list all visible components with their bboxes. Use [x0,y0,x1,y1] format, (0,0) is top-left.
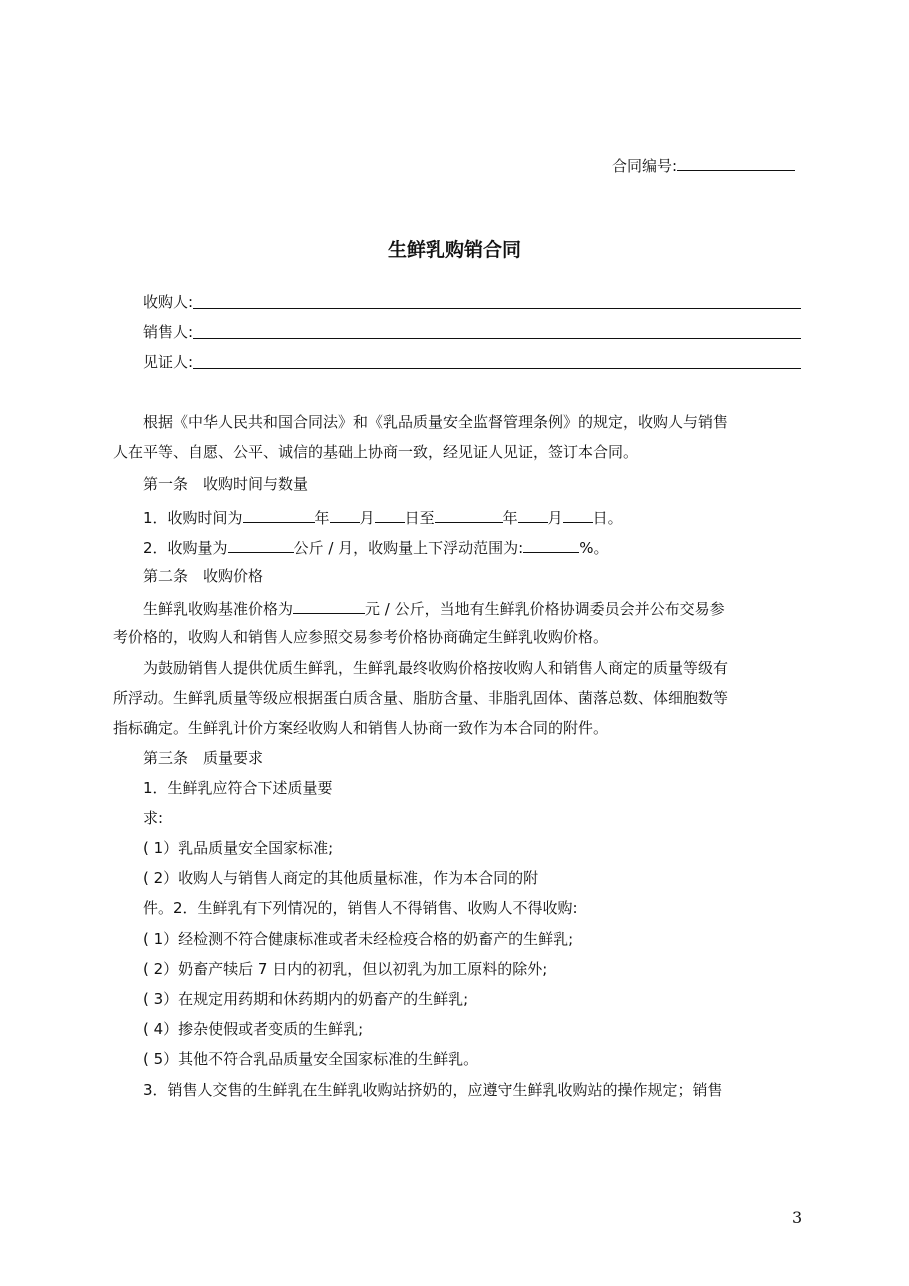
quality-sub-2-cont: 件。2．生鲜乳有下列情况的，销售人不得销售、收购人不得收购: [143,899,578,917]
base-price-line [143,597,725,619]
quality-sub-1: ( 1）乳品质量安全国家标准; [143,839,334,857]
buyer-field [143,292,801,312]
page-number: 3 [792,1208,803,1227]
prohibited-case-5: ( 5）其他不符合乳品质量安全国家标准的生鲜乳。 [143,1050,479,1068]
contract-number-label: 合同编号: [612,157,678,175]
percent-label: %。 [579,539,609,557]
base-price-prefix: 生鲜乳收购基准价格为 [143,600,294,618]
quality-sub-2: ( 2）收购人与销售人商定的其他质量标准，作为本合同的附 [143,869,539,887]
month-label-2: 月 [547,509,563,527]
quantity-prefix: 2．收购量为 [143,539,228,557]
year-label-2: 年 [502,509,518,527]
fluctuation-blank[interactable] [523,536,579,553]
prohibited-case-3: ( 3）在规定用药期和休药期内的奶畜产的生鲜乳; [143,990,469,1008]
purchase-quantity-line [143,536,608,558]
day-label-2: 日。 [592,509,623,527]
intro-line-1: 根据《中华人民共和国合同法》和《乳品质量安全监督管理条例》的规定，收购人与销售 [143,413,729,431]
price-para-2-line-1: 为鼓励销售人提供优质生鲜乳，生鲜乳最终收购价格按收购人和销售人商定的质量等级有 [143,659,729,677]
seller-blank[interactable] [193,322,801,339]
seller-label: 销售人: [143,323,194,341]
witness-label: 见证人: [143,353,194,371]
start-month-blank[interactable] [330,506,360,523]
year-label: 年 [314,509,330,527]
month-label: 月 [359,509,375,527]
witness-blank[interactable] [193,352,801,369]
base-price-blank[interactable] [293,597,365,614]
prohibited-case-1: ( 1）经检测不符合健康标准或者未经检疫合格的奶畜产的生鲜乳; [143,930,574,948]
document-title: 生鲜乳购销合同 [387,239,521,261]
start-day-blank[interactable] [375,506,405,523]
end-day-blank[interactable] [563,506,593,523]
intro-line-2: 人在平等、自愿、公平、诚信的基础上协商一致，经见证人见证，签订本合同。 [113,443,639,461]
contract-number-blank[interactable] [677,154,795,171]
article-3-heading: 第三条 质量要求 [143,749,264,767]
article-1-heading: 第一条 收购时间与数量 [143,475,309,493]
purchase-period-line [143,506,623,528]
quality-item-1-line-1: 1．生鲜乳应符合下述质量要 [143,779,333,797]
quantity-unit: 公斤 / 月，收购量上下浮动范围为: [293,539,524,557]
end-month-blank[interactable] [518,506,548,523]
purchase-period-prefix: 1．收购时间为 [143,509,243,527]
contract-number-field [612,154,795,176]
end-year-blank[interactable] [435,506,503,523]
base-price-suffix: 元 / 公斤，当地有生鲜乳价格协调委员会并公布交易参 [365,600,725,618]
prohibited-case-4: ( 4）掺杂使假或者变质的生鲜乳; [143,1020,364,1038]
buyer-blank[interactable] [193,292,801,309]
start-year-blank[interactable] [243,506,315,523]
price-para-2-line-3: 指标确定。生鲜乳计价方案经收购人和销售人协商一致作为本合同的附件。 [113,719,609,737]
prohibited-case-2: ( 2）奶畜产犊后 7 日内的初乳，但以初乳为加工原料的除外; [143,960,548,978]
buyer-label: 收购人: [143,293,194,311]
day-to-label: 日至 [404,509,435,527]
price-para-1-line-2: 考价格的，收购人和销售人应参照交易参考价格协商确定生鲜乳收购价格。 [113,628,609,646]
witness-field [143,352,801,372]
quantity-blank[interactable] [228,536,294,553]
quality-item-1-line-2: 求: [143,809,164,827]
price-para-2-line-2: 所浮动。生鲜乳质量等级应根据蛋白质含量、脂肪含量、非脂乳固体、菌落总数、体细胞数等 [113,689,729,707]
article-2-heading: 第二条 收购价格 [143,567,264,585]
quality-item-3: 3．销售人交售的生鲜乳在生鲜乳收购站挤奶的，应遵守生鲜乳收购站的操作规定；销售 [143,1081,723,1099]
seller-field [143,322,801,342]
